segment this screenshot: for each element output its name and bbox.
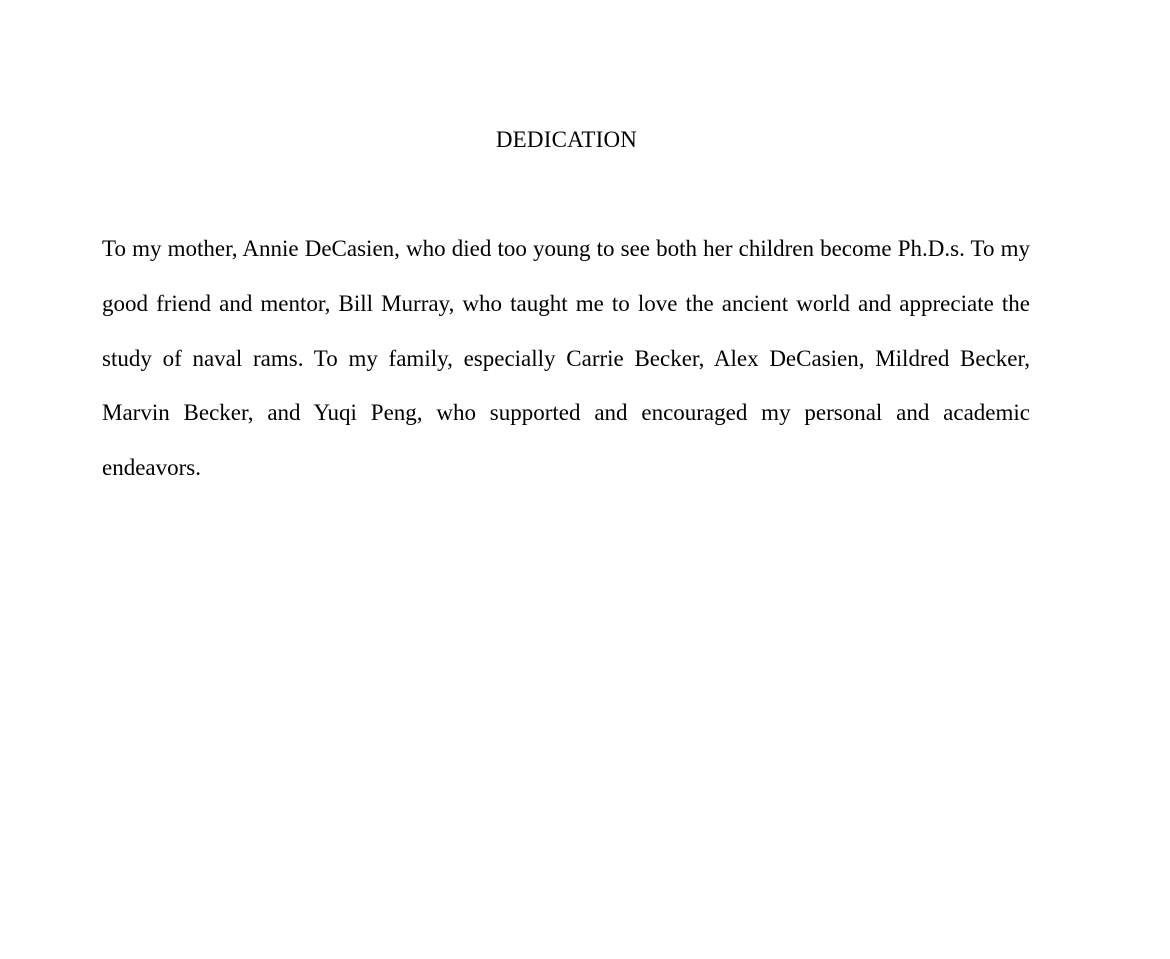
- dedication-paragraph: To my mother, Annie DeCasien, who died too young to see both her children become Ph.D.s. To my good friend and mentor, Bill Murray, who taught me to love the ancient world and appreciate the study of naval rams. To my family, especially Carrie Becker, Alex DeCasien, Mildred Becker, Marvin Becker, and Yuqi Peng, who supported and encouraged my personal and academic endeavors.: [102, 236, 1030, 481]
- page-title: DEDICATION: [495, 127, 638, 152]
